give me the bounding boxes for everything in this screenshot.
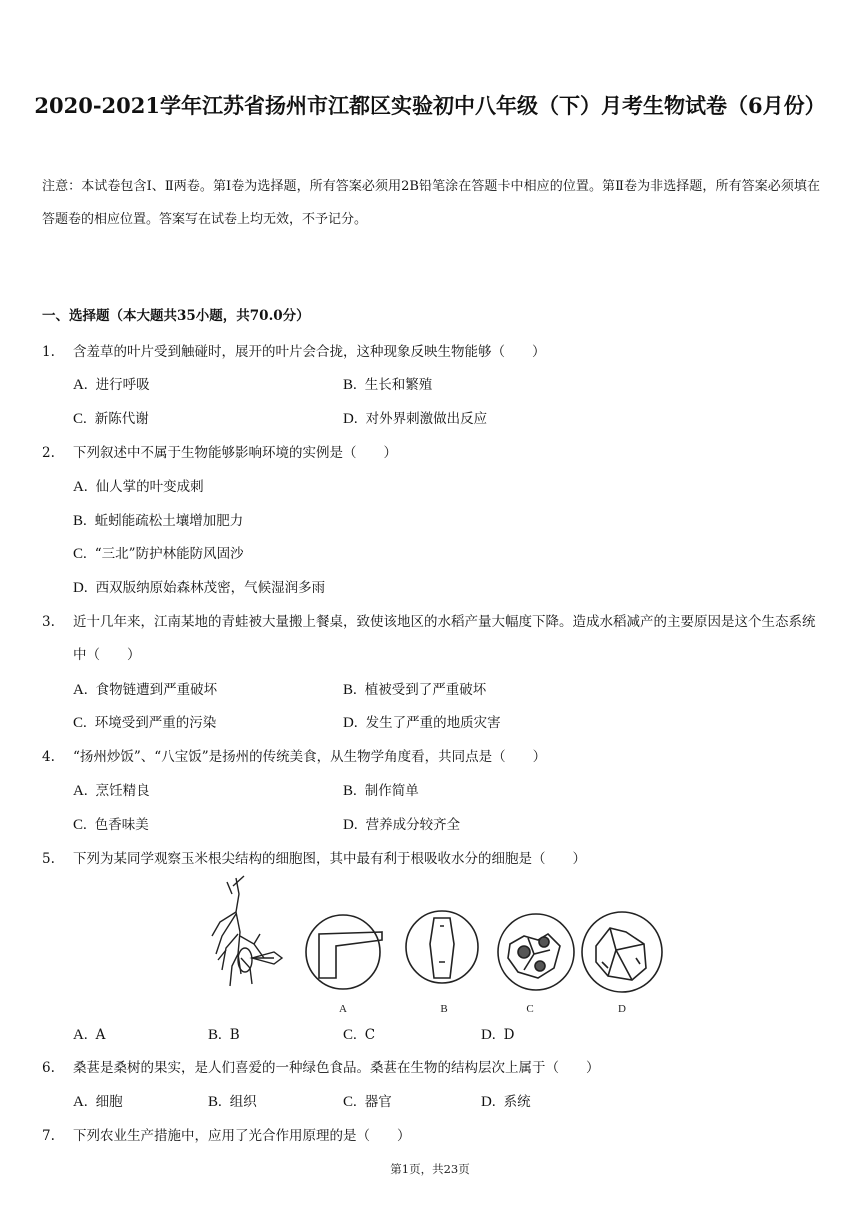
question-stem: 下列农业生产措施中，应用了光合作用原理的是（ ） xyxy=(73,1128,411,1144)
option-a: A. 进行呼吸 xyxy=(73,377,150,393)
option-c: C. C xyxy=(343,1027,376,1043)
option-c: C. 环境受到严重的污染 xyxy=(73,715,217,731)
question-stem: 近十几年来，江南某地的青蛙被大量搬上餐桌，致使该地区的水稻产量大幅度下降。造成水稻减产的主要原因是这个生态系统中（ ） xyxy=(73,614,816,663)
option-b: B. 组织 xyxy=(208,1094,257,1110)
option-a: A. 细胞 xyxy=(73,1094,123,1110)
option-c: C. “三北”防护林能防风固沙 xyxy=(73,546,244,562)
question-number: 6. xyxy=(42,1060,55,1076)
option-c: C. 色香味美 xyxy=(73,817,149,833)
option-b: B. 植被受到了严重破坏 xyxy=(343,682,487,698)
option-b: B. 蚯蚓能疏松土壤增加肥力 xyxy=(73,513,244,529)
option-d: D. 对外界刺激做出反应 xyxy=(343,411,488,427)
page-footer: 第1页，共23页 xyxy=(390,1162,470,1176)
cell-c-meristem xyxy=(498,914,574,990)
question-stem: 下列叙述中不属于生物能够影响环境的实例是（ ） xyxy=(73,445,397,461)
figure-label-b: B xyxy=(440,1003,448,1015)
cell-b-elongated xyxy=(406,911,478,983)
option-d: D. 系统 xyxy=(481,1094,531,1110)
exam-notice: 注意：本试卷包含Ⅰ、Ⅱ两卷。第Ⅰ卷为选择题，所有答案必须用2B铅笔涂在答题卡中相应的位置。第Ⅱ卷为非选择题，所有答案必须填在答题卷的相应位置。答案写在试卷上均无效，不予记分。 xyxy=(42,179,820,227)
page-title: 2020-2021学年江苏省扬州市江都区实验初中八年级（下）月考生物试卷（6月份） xyxy=(34,93,826,118)
option-b: B. B xyxy=(208,1027,240,1043)
option-d: D. 发生了严重的地质灾害 xyxy=(343,715,501,731)
figure-label-c: C xyxy=(526,1003,534,1015)
option-b: B. 制作简单 xyxy=(343,783,419,799)
question-number: 7. xyxy=(42,1128,55,1144)
root-tip-cells-figure xyxy=(192,874,676,1018)
figure-label-d: D xyxy=(618,1003,626,1015)
option-b: B. 生长和繁殖 xyxy=(343,377,433,393)
option-c: C. 新陈代谢 xyxy=(73,411,149,427)
question-stem: 下列为某同学观察玉米根尖结构的细胞图，其中最有利于根吸收水分的细胞是（ ） xyxy=(73,851,586,867)
question-number: 2. xyxy=(42,445,55,461)
option-d: D. D xyxy=(481,1027,515,1043)
option-a: A. 仙人掌的叶变成刺 xyxy=(73,479,204,495)
option-a: A. 食物链遭到严重破坏 xyxy=(73,682,218,698)
option-c: C. 器官 xyxy=(343,1094,392,1110)
question-number: 5. xyxy=(42,851,55,867)
option-a: A. A xyxy=(73,1027,106,1043)
option-d: D. 营养成分较齐全 xyxy=(343,817,461,833)
question-number: 1. xyxy=(42,344,55,360)
root-tip-sketch xyxy=(212,876,282,986)
question-stem: 桑葚是桑树的果实，是人们喜爱的一种绿色食品。桑葚在生物的结构层次上属于（ ） xyxy=(73,1060,600,1076)
question-stem: “扬州炒饭”、“八宝饭”是扬州的传统美食，从生物学角度看，共同点是（ ） xyxy=(73,749,547,765)
section-title: 一、选择题（本大题共35小题，共70.0分） xyxy=(42,308,310,324)
option-a: A. 烹饪精良 xyxy=(73,783,150,799)
question-stem: 含羞草的叶片受到触碰时，展开的叶片会合拢，这种现象反映生物能够（ ） xyxy=(73,344,546,360)
figure-label-a: A xyxy=(339,1003,347,1015)
question-number: 4. xyxy=(42,749,55,765)
cell-a-root-hair xyxy=(306,915,382,989)
option-d: D. 西双版纳原始森林茂密，气候湿润多雨 xyxy=(73,580,326,596)
cell-d-root-cap xyxy=(582,912,662,992)
question-number: 3. xyxy=(42,614,55,630)
